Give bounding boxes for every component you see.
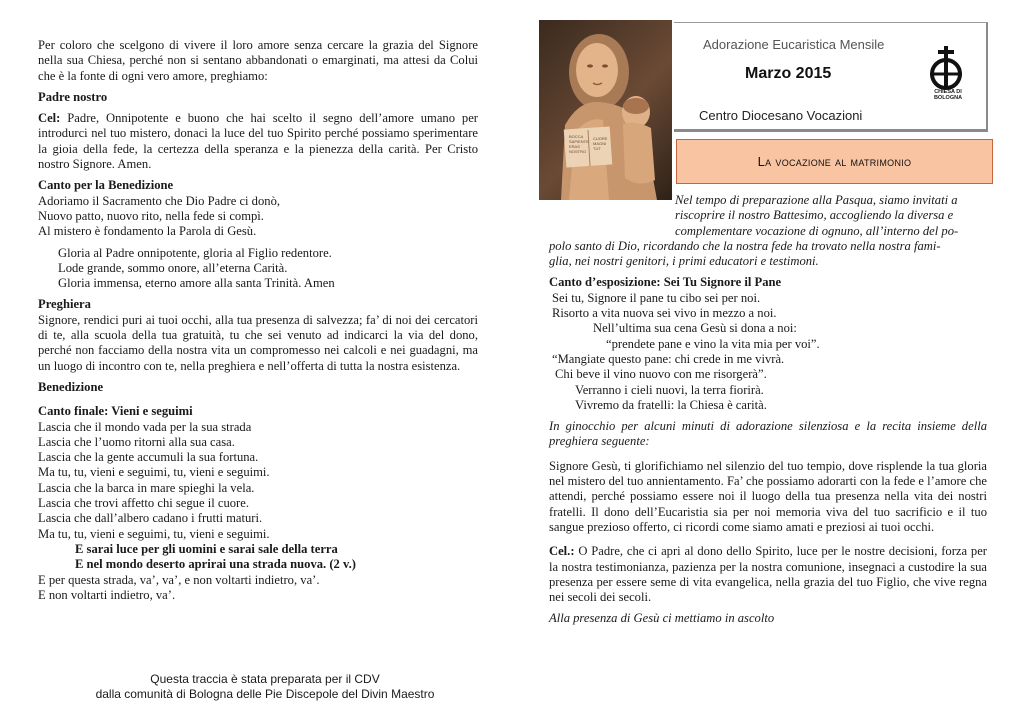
hymn-line: Risorto a vita nuova sei vivo in mezzo a noi. (552, 306, 777, 321)
main-title-box (676, 139, 993, 184)
publisher-name: Centro Diocesano Vocazioni (699, 108, 863, 123)
issue-month: Marzo 2015 (745, 65, 832, 82)
adoration-prayer: Signore Gesù, ti glorifichiamo nel silenzio del tuo tempio, dove risplende la tua gloria nel mistero del tuo annientamento. Fa’ che possiamo adorarti con la fede e l’amore che attendi, perché possiamo essere noi il luogo della tua presenza nella vita dei nostri fratelli. Il dono dell’Eucaristia sia per noi memoria viva del tuo sacrificio e il tuo sangue prezioso offerto, ci ricordi come siamo amati e preziosi ai tuoi occhi. (549, 458, 987, 534)
intercession-text: Per coloro che scelgono di vivere il loro amore senza cercare la grazia del Signore nella sua Chiesa, perché non si sentano abbandonati o emarginati, ma attesi da Colui che è la fonte di ogni vero amore, preghiamo: (38, 38, 478, 83)
hymn-line: Nell’ultima sua cena Gesù si dona a noi: (593, 321, 797, 336)
footer-line: Questa traccia è stata preparata per il CDV (150, 672, 380, 686)
padre-nostro-heading: Padre nostro (38, 89, 108, 104)
logo-caption: CHIESA DI BOLOGNA (933, 89, 963, 101)
hymn-line: “prendete pane e vino la vita mia per voi”. (606, 336, 820, 351)
song-line: Lascia che la gente accumuli la sua fortuna. (38, 450, 259, 465)
canto-benedizione-heading: Canto per la Benedizione (38, 178, 174, 193)
refrain-line: E sarai luce per gli uomini e sarai sale della terra (75, 541, 338, 556)
celebrant-text: Padre, Onnipotente e buono che hai scelto il segno dell’amore umano per introdurci nel tuo mistero, donaci la luce del tuo Spirito perché possiamo sperimentare la gioia della fede, la certezza della speranza e la pienezza della carità. Per Cristo nostro Signore. Amen. (38, 111, 478, 172)
gloria-line: Gloria immensa, eterno amore alla santa Trinità. Amen (58, 276, 335, 291)
canto-esposizione-heading: Canto d’esposizione: Sei Tu Signore il Pane (549, 275, 782, 290)
song-line: Lascia che dall’albero cadano i frutti maturi. (38, 511, 263, 526)
hymn-line: Verranno i cieli nuovi, la terra fiorirà. (575, 382, 764, 397)
hymn-line: Vivremo da fratelli: la Chiesa è carità. (575, 397, 767, 412)
song-line: E per questa strada, va’, va’, e non voltarti indietro, va’. (38, 572, 320, 587)
intro-line: riscoprire il nostro Battesimo, accogliendo la diversa e (675, 208, 954, 223)
celebrant-text: O Padre, che ci apri al dono dello Spirito, luce per le nostre decisioni, forza per la nostra testimonianza, pazienza per la nostra comunione, insegnaci a custodire la sua presenza per essere seme di vita evangelica, nella grazia del tuo Figlio, che vive regna nei secoli dei secoli. (549, 544, 987, 605)
footer-credit (60, 672, 470, 702)
hymn-line: “Mangiate questo pane: chi crede in me vivrà. (552, 351, 785, 366)
song-line: Lascia che trovi affetto chi segue il cuore. (38, 496, 249, 511)
intro-line: polo santo di Dio, ricordando che la nostra fede ha trovato nella nostra fami- (549, 238, 941, 253)
gloria-line: Gloria al Padre onnipotente, gloria al Figlio redentore. (58, 245, 332, 260)
intro-line: Nel tempo di preparazione alla Pasqua, siamo invitati a (675, 193, 958, 207)
closing-line: Alla presenza di Gesù ci mettiamo in ascolto (549, 611, 775, 626)
celebrant-prayer (549, 544, 987, 605)
song-line: Ma tu, tu, vieni e seguimi, tu, vieni e seguimi. (38, 465, 270, 480)
song-line: Lascia che l’uomo ritorni alla sua casa. (38, 434, 235, 449)
celebrant-prayer (38, 111, 478, 172)
intro-line: glia, nei nostri genitori, i primi educatori e testimoni. (549, 254, 819, 269)
song-line: Ma tu, tu, vieni e seguimi, tu, vieni e seguimi. (38, 526, 270, 541)
hymn-line: Adoriamo il Sacramento che Dio Padre ci donò, (38, 193, 281, 208)
refrain-line: E nel mondo deserto aprirai una strada nuova. (2 v.) (75, 557, 356, 572)
preghiera-heading: Preghiera (38, 297, 91, 312)
gloria-line: Lode grande, sommo onore, all’eterna Carità. (58, 260, 288, 275)
right-column (549, 193, 987, 627)
celebrant-label: Cel: (38, 111, 61, 126)
benedizione-heading: Benedizione (38, 379, 104, 394)
intro-line: complementare vocazione di ognuno, all’interno del po- (675, 223, 959, 238)
song-line: Lascia che il mondo vada per la sua strada (38, 419, 252, 434)
song-line: Lascia che la barca in mare spieghi la vela. (38, 480, 255, 495)
madonna-statue-image (539, 20, 672, 200)
celebrant-label: Cel.: (549, 544, 575, 559)
adoration-instruction: In ginocchio per alcuni minuti di adorazione silenziosa e la recita insieme della preghiera seguente: (549, 419, 987, 449)
footer-line: dalla comunità di Bologna delle Pie Discepole del Divin Maestro (95, 687, 435, 701)
preghiera-text: Signore, rendici puri ai tuoi occhi, alla tua presenza di salvezza; fa’ di noi dei cercatori di te, alla scuola della tua gratuità, tu che sei venuto ad indicarci la via del dono, perché non facciamo della nostra vita un compromesso nei calcoli e nei guadagni, ma un luogo di incontro con te, nella preghiera e nell’offerta di tutta la nostra esistenza. (38, 312, 478, 373)
series-title: Adorazione Eucaristica Mensile (703, 37, 885, 52)
intro-paragraph (549, 193, 987, 269)
hymn-line: Chi beve il vino nuovo con me risorgerà”. (555, 367, 767, 382)
statue-book-lettering-right: CUORE MAGNI TUT (593, 136, 608, 151)
left-column (38, 38, 478, 603)
statue-book-lettering: BOCCA SAPIENTE ERAS NOSTRO (569, 134, 589, 154)
hymn-line: Al mistero è fondamento la Parola di Gesù. (38, 224, 257, 239)
canto-finale-heading: Canto finale: Vieni e seguimi (38, 404, 193, 419)
main-title: La vocazione al matrimonio (757, 154, 912, 169)
hymn-line: Sei tu, Signore il pane tu cibo sei per noi. (552, 290, 761, 305)
hymn-line: Nuovo patto, nuovo rito, nella fede si compì. (38, 208, 264, 223)
statue-illustration (539, 20, 672, 200)
song-line: E non voltarti indietro, va’. (38, 587, 176, 602)
